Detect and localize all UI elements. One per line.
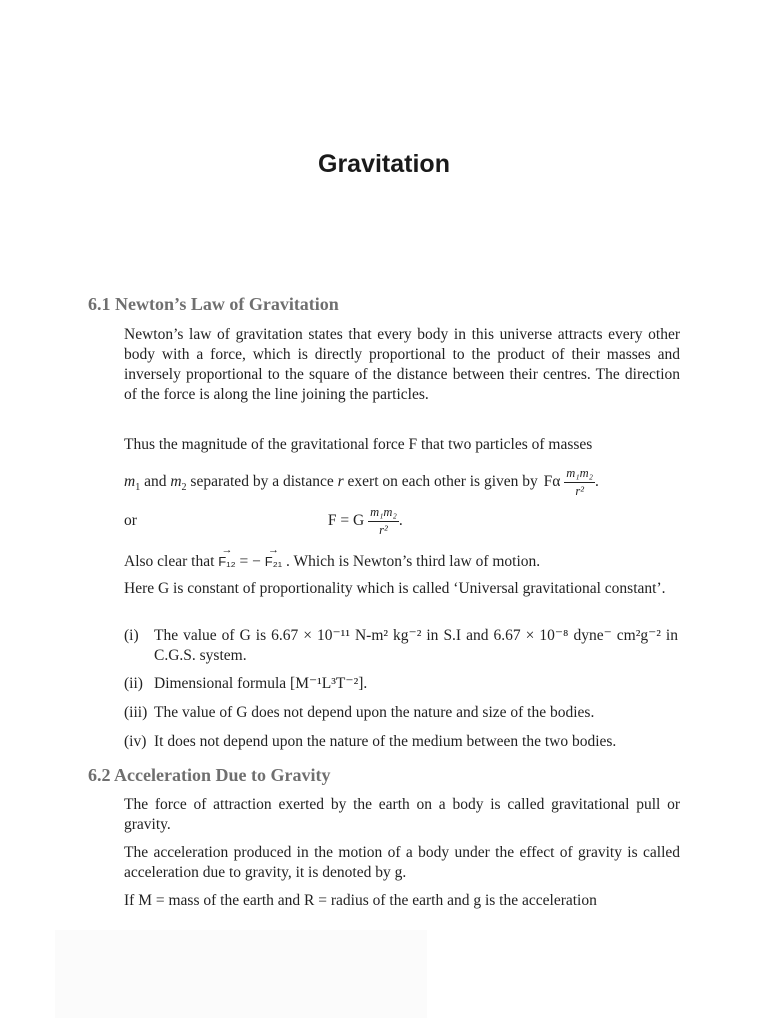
fraction-denominator: r²: [379, 522, 388, 537]
list-item: [124, 674, 680, 694]
section-heading-acceleration: 6.2 Acceleration Due to Gravity: [88, 765, 331, 785]
period: .: [595, 473, 599, 490]
paragraph-acceleration-definition: The acceleration produced in the motion of a body under the effect of gravity is called acceleration due to gravity, it is denoted by g.: [124, 844, 680, 881]
list-item-number: (iii): [124, 704, 148, 721]
text-third-law: . Which is Newton’s third law of motion.: [286, 553, 541, 570]
list-item: [124, 732, 680, 752]
paragraph-law-statement: Newton’s law of gravitation states that every body in this universe attracts every other body with a force, which is directly proportional to the product of their masses and inversely proportional to the square of the distance between their centres. The direction of the force is along the line joining the particles.: [124, 326, 680, 403]
proportional-symbol: Fα: [543, 473, 561, 490]
fraction-proportional: [564, 467, 595, 497]
period: .: [398, 512, 403, 529]
paragraph-third-law: [124, 544, 684, 572]
vector-arrow-icon: →: [267, 544, 279, 556]
paragraph-universal-constant: Here G is constant of proportionality which is called ‘Universal gravitational constant’.: [124, 580, 666, 597]
formula-line-equation: [124, 505, 684, 536]
text-and: and: [140, 473, 171, 490]
paragraph-earth-mass-radius: If M = mass of the earth and R = radius of the earth and g is the acceleration: [124, 892, 597, 909]
list-item-text: It does not depend upon the nature of the medium between the two bodies.: [154, 733, 617, 750]
text-also-clear: Also clear that: [124, 553, 219, 570]
page-title: Gravitation: [318, 150, 450, 178]
list-item: [124, 703, 680, 723]
list-item-text: Dimensional formula [M⁻¹L³T⁻²].: [154, 675, 368, 692]
paragraph-gravity-definition: The force of attraction exerted by the earth on a body is called gravitational pull or gravity.: [124, 796, 680, 833]
vector-f21: → F₂₁: [265, 552, 282, 572]
list-item-number: (ii): [124, 675, 143, 692]
vector-arrow-icon: →: [221, 544, 233, 556]
symbol-m2: m: [170, 473, 182, 490]
list-item-number: (i): [124, 627, 139, 644]
text-exert: exert on each other is given by: [343, 473, 538, 490]
paragraph-magnitude-intro: Thus the magnitude of the gravitational force F that two particles of masses: [124, 436, 593, 453]
equation-lhs: F = G: [327, 512, 365, 529]
subscript-2: 2: [181, 482, 187, 494]
list-item-number: (iv): [124, 733, 147, 750]
fraction-numerator: m₁m₂: [368, 506, 399, 522]
vector-f12: → F₁₂: [218, 552, 235, 572]
list-item: [124, 626, 680, 666]
list-item-text: The value of G does not depend upon the nature and size of the bodies.: [154, 704, 595, 721]
text-separated: separated by a distance: [186, 473, 338, 490]
symbol-m1: m: [124, 473, 136, 490]
faint-shaded-region: [55, 930, 427, 1018]
text-or: or: [124, 512, 137, 529]
list-item-text: The value of G is 6.67 × 10⁻¹¹ N-m² kg⁻² in S.I and 6.67 × 10⁻⁸ dyne⁻ cm²g⁻² in C.G.S. system.: [154, 627, 678, 664]
formula-line-proportional: [124, 464, 684, 498]
text-equals-minus: = −: [239, 553, 265, 570]
fraction-denominator: r²: [575, 483, 584, 498]
symbol-r: r: [337, 473, 344, 490]
fraction-equation: [368, 506, 399, 536]
fraction-numerator: m₁m₂: [564, 467, 595, 483]
section-heading-newtons-law: 6.1 Newton’s Law of Gravitation: [88, 294, 339, 314]
subscript-1: 1: [135, 482, 141, 494]
